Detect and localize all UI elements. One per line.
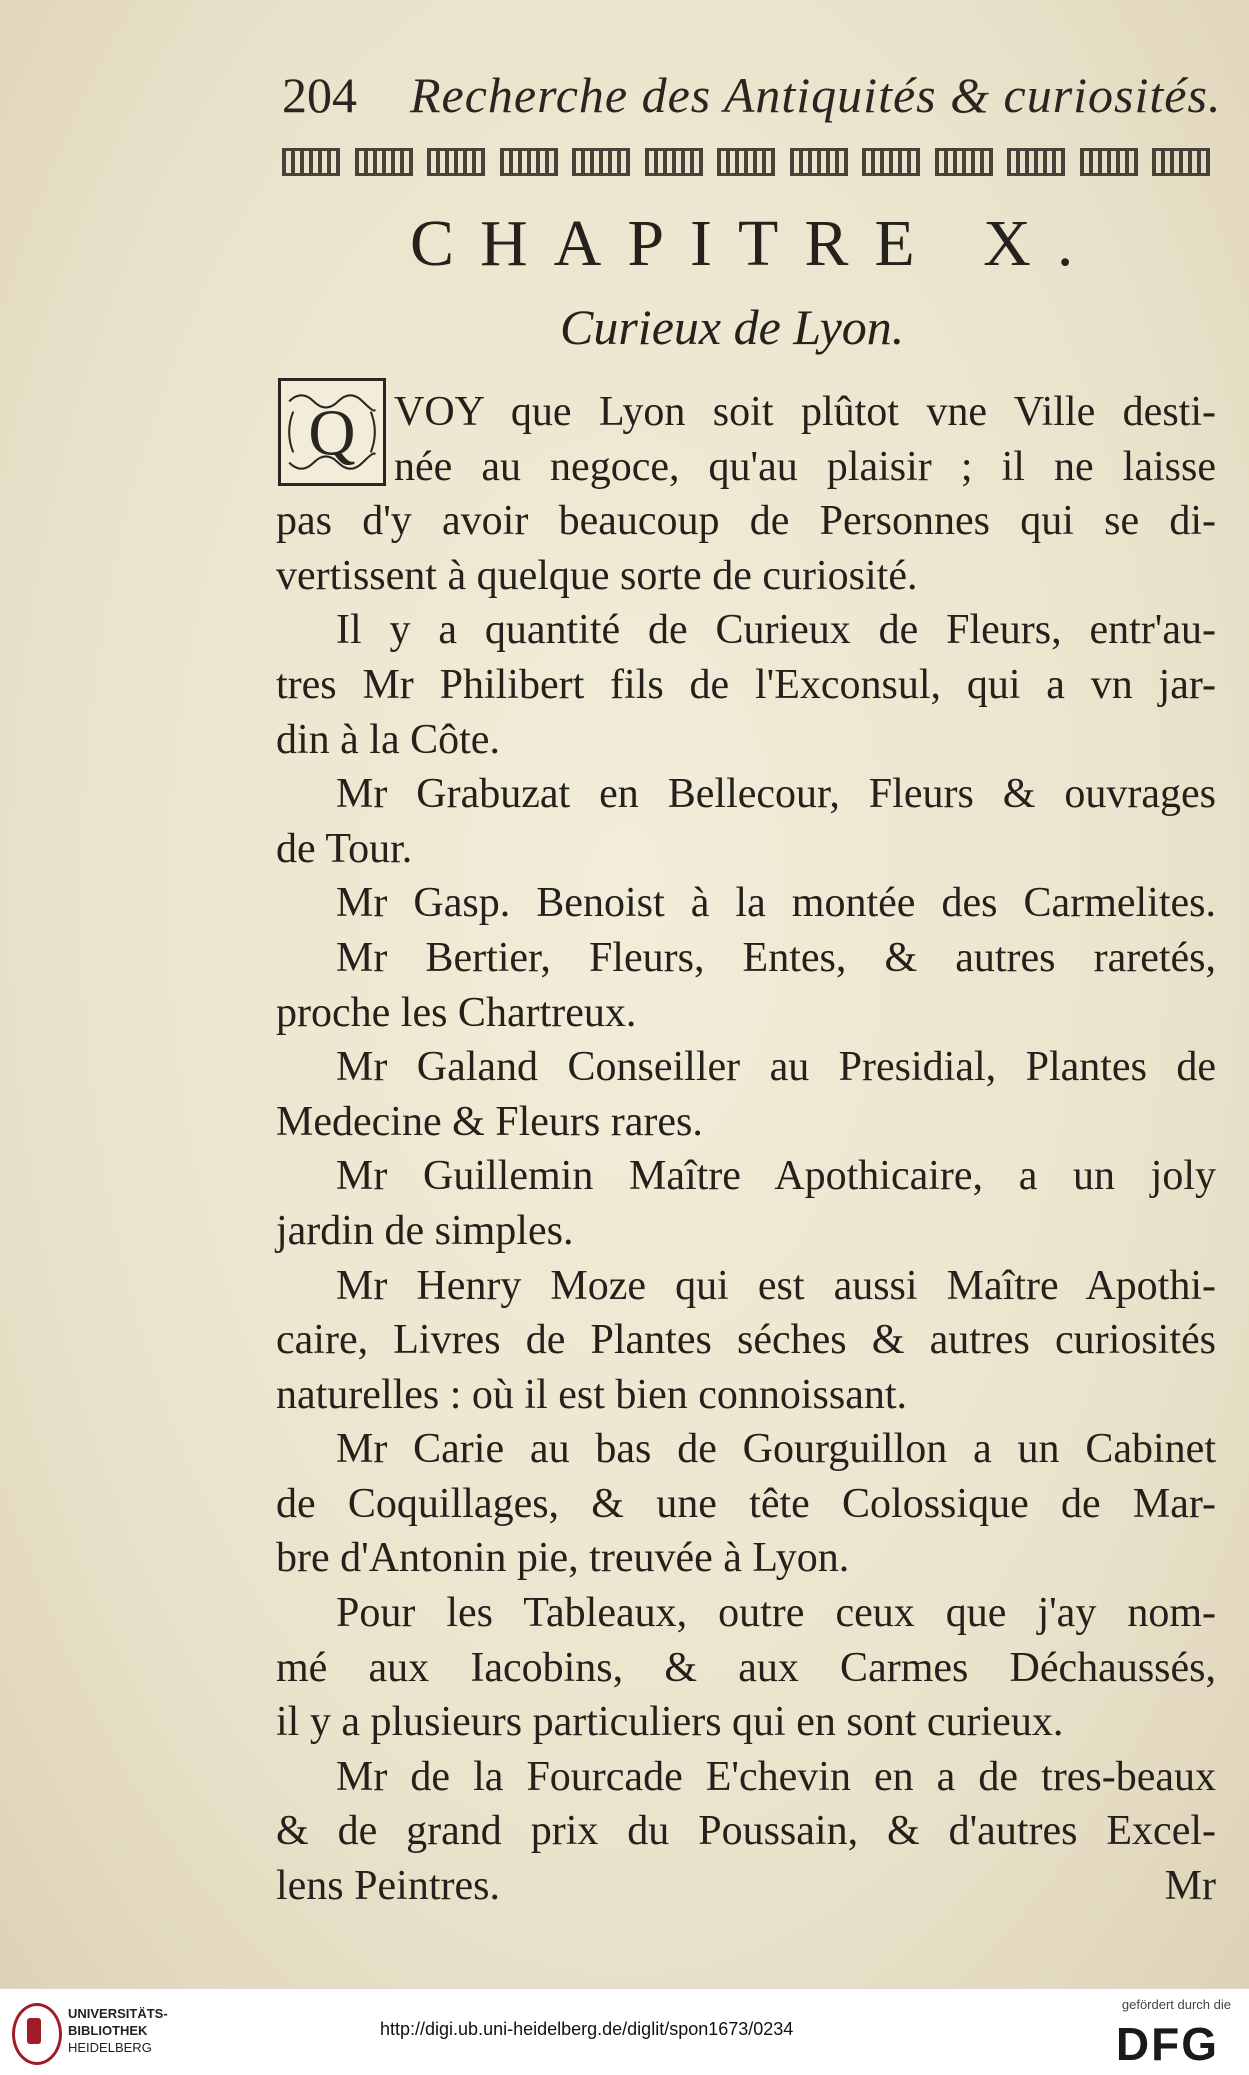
text-line: Mr de la Fourcade E'chevin en a de tres-beaux [336, 1753, 1216, 1800]
chapter-title: CHAPITRE X. [410, 207, 1100, 280]
ornament-icon [572, 148, 630, 176]
text-line: bre d'Antonin pie, treuvée à Lyon. [276, 1535, 850, 1582]
text-line: caire, Livres de Plantes séches & autres curiosités [276, 1317, 1216, 1364]
text-line: de Coquillages, & une tête Colossique de Mar- [276, 1480, 1216, 1527]
ornament-icon [355, 148, 413, 176]
text-line: & de grand prix du Poussain, & d'autres Excel- [276, 1808, 1216, 1855]
text-line: mé aux Iacobins, & aux Carmes Déchaussés, [276, 1644, 1216, 1691]
text-line: de Tour. [276, 825, 413, 872]
text-line: Mr Bertier, Fleurs, Entes, & autres raretés, [336, 934, 1216, 981]
text-line: née au negoce, qu'au plaisir ; il ne laisse [394, 443, 1216, 490]
ornament-icon [790, 148, 848, 176]
text-line: Mr Galand Conseiller au Presidial, Plantes de [336, 1044, 1216, 1091]
text-line: tres Mr Philibert fils de l'Exconsul, qui a vn jar- [276, 661, 1216, 708]
body-text [276, 385, 1216, 1914]
ornament-icon [935, 148, 993, 176]
ornament-icon [500, 148, 558, 176]
text-line: pas d'y avoir beaucoup de Personnes qui se di- [276, 498, 1216, 545]
text-line: Mr Guillemin Maître Apothicaire, a un joly [336, 1153, 1216, 1200]
text-line: vertissent à quelque sorte de curiosité. [276, 552, 918, 599]
library-name-line: UNIVERSITÄTS- [68, 2006, 168, 2021]
text-line: Pour les Tableaux, outre ceux que j'ay nom- [336, 1590, 1216, 1637]
ornament-icon [282, 148, 340, 176]
ornament-icon [1007, 148, 1065, 176]
ornament-rule [282, 148, 1210, 178]
text-line: din à la Côte. [276, 716, 500, 763]
university-seal-icon [12, 2003, 62, 2065]
text-line: il y a plusieurs particuliers qui en sont curieux. [276, 1699, 1064, 1746]
text-line: jardin de simples. [276, 1207, 574, 1254]
text-line: Mr Gasp. Benoist à la montée des Carmelites. [336, 880, 1216, 927]
text-line: proche les Chartreux. [276, 989, 637, 1036]
catchword: Mr [1164, 1863, 1216, 1910]
text-line: lens Peintres. [276, 1863, 500, 1910]
text-line: Mr Henry Moze qui est aussi Maître Apothi- [336, 1262, 1216, 1309]
library-name [68, 2005, 168, 2056]
running-title: Recherche des Antiquités & curiosités. [410, 67, 1222, 123]
text-line: VOY que Lyon soit plûtot vne Ville desti- [394, 389, 1216, 435]
library-name-line: HEIDELBERG [68, 2040, 152, 2055]
ornament-icon [1080, 148, 1138, 176]
sponsor-note: gefördert durch die [1121, 1997, 1231, 2012]
digitization-footer [0, 1988, 1249, 2075]
text-line: Medecine & Fleurs rares. [276, 1098, 703, 1145]
chapter-subtitle: Curieux de Lyon. [560, 299, 905, 355]
text-line: Mr Carie au bas de Gourguillon a un Cabinet [336, 1426, 1216, 1473]
dfg-logo: DFG [1115, 2018, 1219, 2070]
library-name-line: BIBLIOTHEK [68, 2023, 148, 2038]
ornament-icon [717, 148, 775, 176]
source-url-link[interactable]: http://digi.ub.uni-heidelberg.de/diglit/spon1673/0234 [380, 2019, 794, 2039]
ornament-icon [427, 148, 485, 176]
text-line: Mr Grabuzat en Bellecour, Fleurs & ouvrages [336, 771, 1216, 818]
text-line: naturelles : où il est bien connoissant. [276, 1371, 908, 1418]
page-header [282, 58, 1222, 128]
ornament-icon [1152, 148, 1210, 176]
text-line: Il y a quantité de Curieux de Fleurs, entr'au- [336, 607, 1216, 654]
ornament-icon [862, 148, 920, 176]
dropcap-letter: Q [308, 397, 356, 470]
page-number: 204 [282, 67, 357, 123]
ornament-icon [645, 148, 703, 176]
